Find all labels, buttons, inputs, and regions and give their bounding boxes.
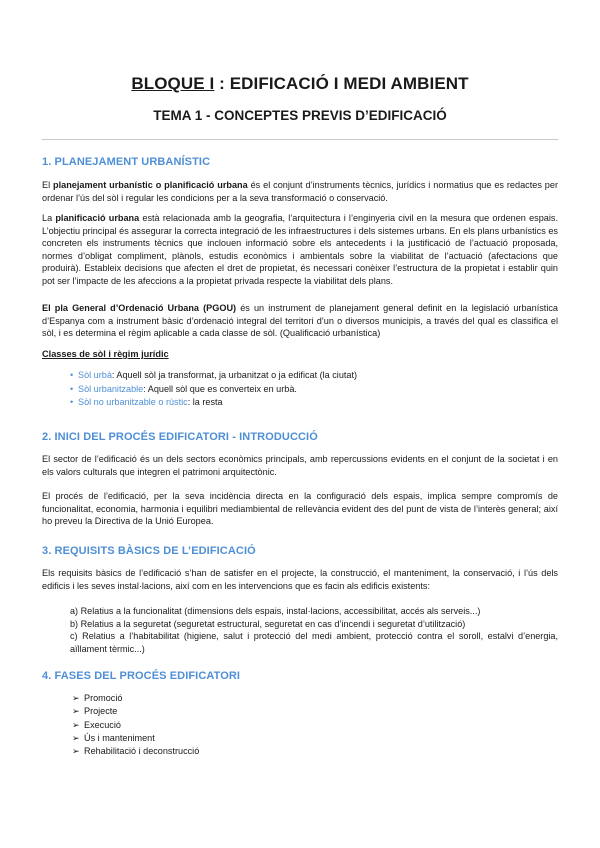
term-planificacio: planificació urbana [55, 213, 140, 223]
arrow-bullet-icon: ➢ [72, 693, 80, 703]
section-2-paragraph-1: El sector de l’edificació és un dels sectors econòmics principals, amb repercussions evidents en el conjunt de la societat i en els valors culturals que integren el patrimoni arquitectònic. [42, 454, 558, 477]
section-1-heading: 1. PLANEJAMENT URBANÍSTIC [42, 156, 211, 168]
list-item: • Sòl urbà: Aquell sòl ja transformat, ja urbanitzat o ja edificat (la ciutat) [70, 369, 357, 383]
soil-classes-list [70, 369, 357, 410]
section-4-heading: 4. FASES DEL PROCÉS EDIFICATORI [42, 670, 241, 682]
section-2-heading: 2. INICI DEL PROCÉS EDIFICATORI - INTRODUCCIÓ [42, 431, 318, 443]
list-item: ➢ Promoció [72, 692, 199, 705]
bullet-icon: • [70, 397, 74, 407]
list-item: • Sòl no urbanitzable o rústic: la resta [70, 396, 357, 410]
section-1-paragraph-1: El planejament urbanístic o planificació urbana és el conjunt d’instruments tècnics, jurídics i normatius que es redactes per ordenar l’ús del sòl i regular les condicions per a la seva transformació o conservació. [42, 180, 558, 203]
arrow-bullet-icon: ➢ [72, 706, 80, 717]
list-item: c) Relatius a l’habitabilitat (higiene, salut i protecció del medi ambient, protecció contra el soroll, estalvi d’energia, aïllament tèrmic...) [70, 631, 558, 654]
title-divider [42, 139, 558, 140]
section-2-paragraph-2: El procés de l’edificació, per la seva incidència directa en la configuració dels espais, implica sempre compromís de funcionalitat, economia, harmonia i equilibri mediambiental de rellevància evident des del punt de vista de l’interès general; així ho preveu la Directiva de la Unió Europea. [42, 491, 558, 527]
term-pgou: El pla General d’Ordenació Urbana (PGOU) [42, 303, 237, 313]
list-item: ➢ Rehabilitació i deconstrucció [72, 745, 199, 758]
list-item: a) Relatius a la funcionalitat (dimensions dels espais, instal·lacions, accessibilitat, accés als serveis...) [70, 606, 481, 616]
arrow-bullet-icon: ➢ [72, 732, 80, 743]
arrow-bullet-icon: ➢ [72, 719, 80, 730]
arrow-bullet-icon: ➢ [72, 746, 80, 757]
section-3-paragraph-1: Els requisits bàsics de l’edificació s’han de satisfer en el projecte, la construcció, el manteniment, la conservació, i l’ús dels edificis i les seves instal·lacions, així com en les intervencions que es facin als edificis existents: [42, 568, 558, 591]
list-item: ➢ Execució [72, 719, 199, 732]
phases-list [72, 692, 199, 758]
page-subtitle: TEMA 1 - CONCEPTES PREVIS D’EDIFICACIÓ [153, 108, 447, 123]
requirements-list [70, 605, 558, 655]
title-rest: : EDIFICACIÓ I MEDI AMBIENT [214, 74, 469, 93]
bullet-icon: • [70, 370, 74, 380]
title-prefix: BLOQUE I [131, 74, 215, 93]
term-planejament: planejament urbanístic o planificació urbana [53, 180, 248, 190]
list-item: ➢ Projecte [72, 705, 199, 718]
classes-subheading: Classes de sòl i règim jurídic [42, 349, 169, 359]
bullet-icon: • [70, 383, 74, 394]
list-item: • Sòl urbanitzable: Aquell sòl que es converteix en urbà. [70, 383, 357, 397]
list-item: b) Relatius a la seguretat (seguretat estructural, seguretat en cas d’incendi i seguretat d’utilització) [70, 618, 466, 629]
section-3-heading: 3. REQUISITS BÀSICS DE L’EDIFICACIÓ [42, 545, 256, 557]
section-1-paragraph-3: El pla General d’Ordenació Urbana (PGOU) és un instrument de planejament general definit en la legislació urbanística d’Espanya com a instrument bàsic d’ordenació integral del territori d’un o diversos municipis, a través del qual es classifica el sòl, i es determina el règim aplicable a cada classe de sòl. (Qualificació urbanística) [42, 303, 558, 339]
list-item: ➢ Ús i manteniment [72, 732, 199, 745]
page-title [0, 74, 600, 94]
section-1-paragraph-2: La planificació urbana està relacionada amb la geografia, l’arquitectura i l’enginyeria civil en la mesura que ordenen espais. L’objectiu principal és assegurar la correcta integració de les infraestructures i dels sistemes urbans. En els plans urbanístics es concreten els instruments tècnics que inclouen informació sobre els antecedents i la justificació de l’actuació proposada, normes d’obligat compliment, plànols, estudis econòmics i ambientals sobre la viabilitat de l’actuació (afectacions que produirà). Estableix decisions que afecten el dret de propietat, és necessari conèixer l’estructura de la propietat i establir quin pot ser l’impacte de les afeccions a la propietat privada respecte la viabilitat dels plans. [42, 213, 558, 286]
